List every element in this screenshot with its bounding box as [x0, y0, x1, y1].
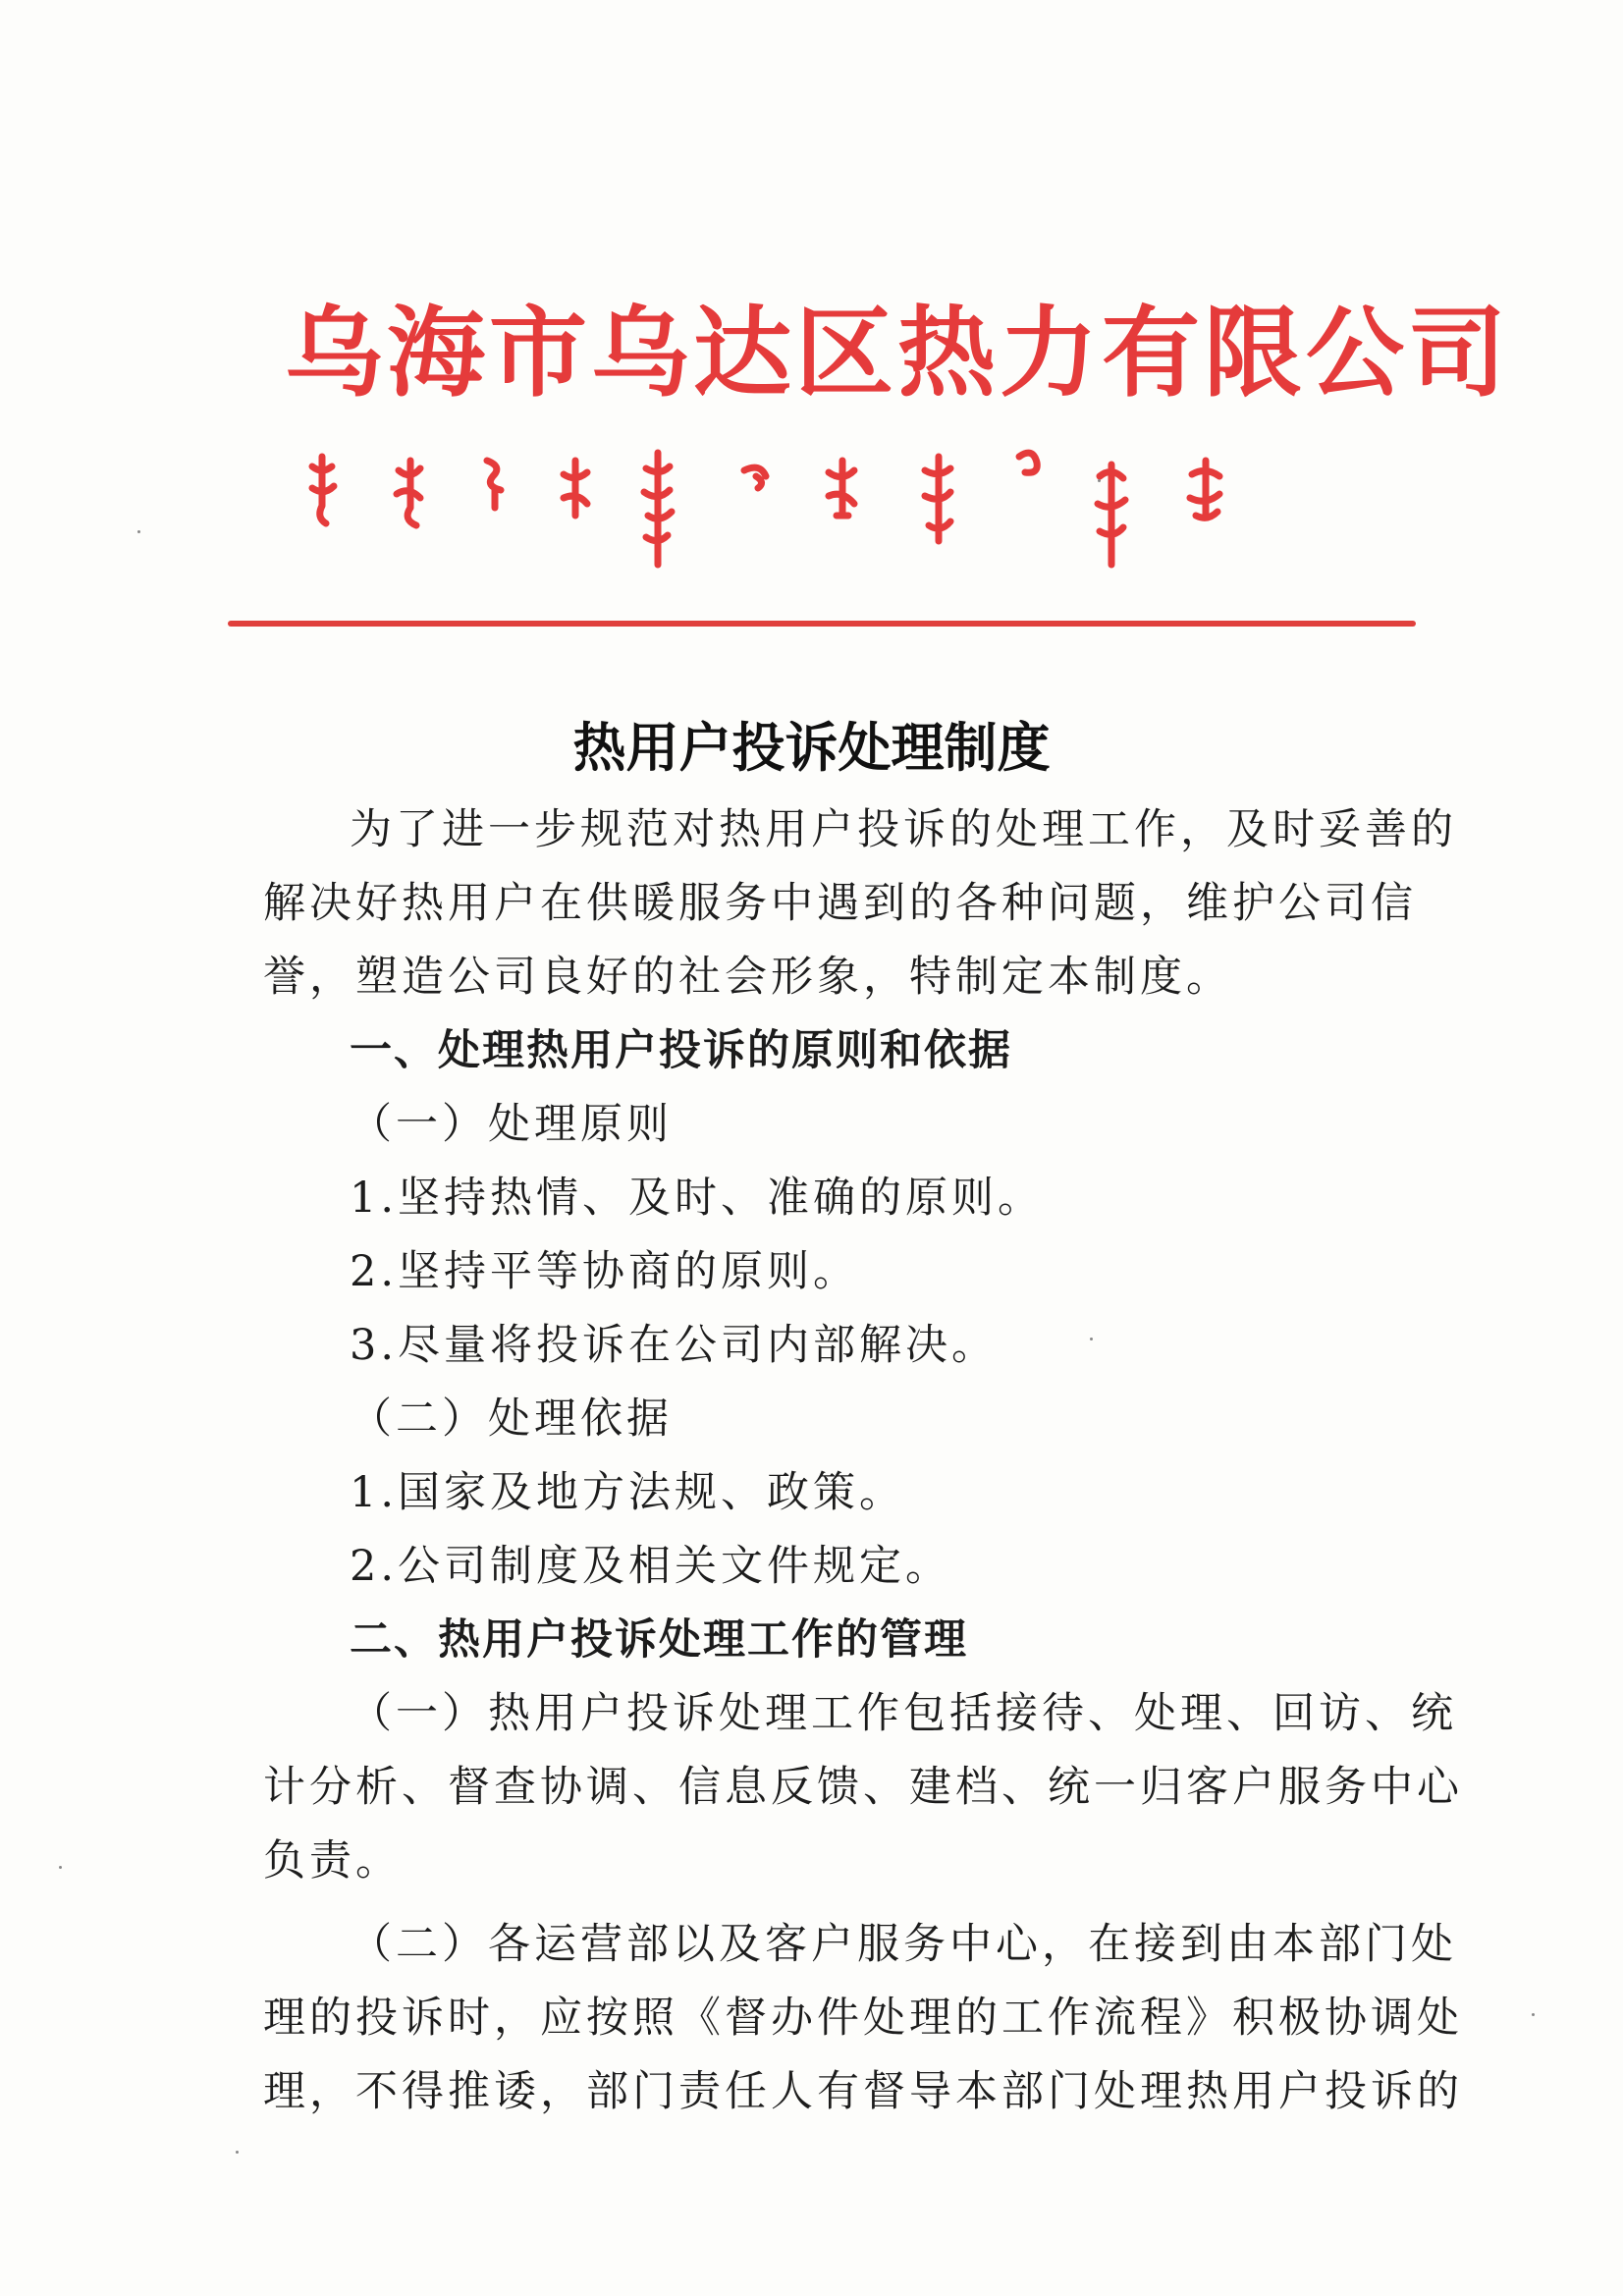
section2-para2-line-1: （二）各运营部以及客户服务中心，在接到由本部门处: [350, 1920, 1457, 1969]
mongolian-logo-icon: [295, 447, 1365, 584]
section1-sub1-item: 1.坚持热情、及时、准确的原则。: [350, 1174, 1045, 1223]
section2-heading: 二、热用户投诉处理工作的管理: [350, 1615, 968, 1665]
intro-line-2: 解决好热用户在供暖服务中遇到的各种问题，维护公司信: [263, 879, 1417, 928]
section2-para2-line-3: 理，不得推诿，部门责任人有督导本部门处理热用户投诉的: [263, 2067, 1463, 2116]
scan-speck: [59, 1866, 62, 1869]
document-title: 热用户投诉处理制度: [572, 717, 1051, 779]
scan-speck: [236, 2151, 239, 2154]
intro-line-1: 为了进一步规范对热用户投诉的处理工作，及时妥善的: [350, 805, 1457, 854]
section1-sub2-item: 1.国家及地方法规、政策。: [350, 1468, 906, 1517]
section2-para2-line-2: 理的投诉时，应按照《督办件处理的工作流程》积极协调处: [263, 1994, 1463, 2043]
section1-sub1-item: 2.坚持平等协商的原则。: [350, 1247, 860, 1296]
section2-para1-line-2: 计分析、督查协调、信息反馈、建档、统一归客户服务中心: [263, 1763, 1463, 1812]
scan-speck: [1090, 1338, 1093, 1340]
section1-sub1-item: 3.尽量将投诉在公司内部解决。: [350, 1321, 999, 1370]
section2-para1-line-1: （一）热用户投诉处理工作包括接待、处理、回访、统: [350, 1689, 1457, 1738]
section2-para1-line-3: 负责。: [263, 1836, 402, 1886]
section1-sub1-heading: （一）处理原则: [350, 1100, 673, 1149]
company-name-header: 乌海市乌达区热力有限公司: [285, 296, 1510, 410]
scan-speck: [1098, 479, 1101, 482]
intro-line-3: 誉，塑造公司良好的社会形象，特制定本制度。: [263, 953, 1232, 1002]
section1-heading: 一、处理热用户投诉的原则和依据: [350, 1026, 1012, 1075]
mongolian-script-icon: [295, 447, 1365, 584]
section1-sub2-heading: （二）处理依据: [350, 1394, 673, 1444]
scan-speck: [137, 530, 140, 533]
section1-sub2-item: 2.公司制度及相关文件规定。: [350, 1542, 952, 1591]
header-divider: [228, 621, 1416, 627]
document-body: [263, 793, 1463, 2129]
scan-speck: [1532, 2013, 1535, 2016]
